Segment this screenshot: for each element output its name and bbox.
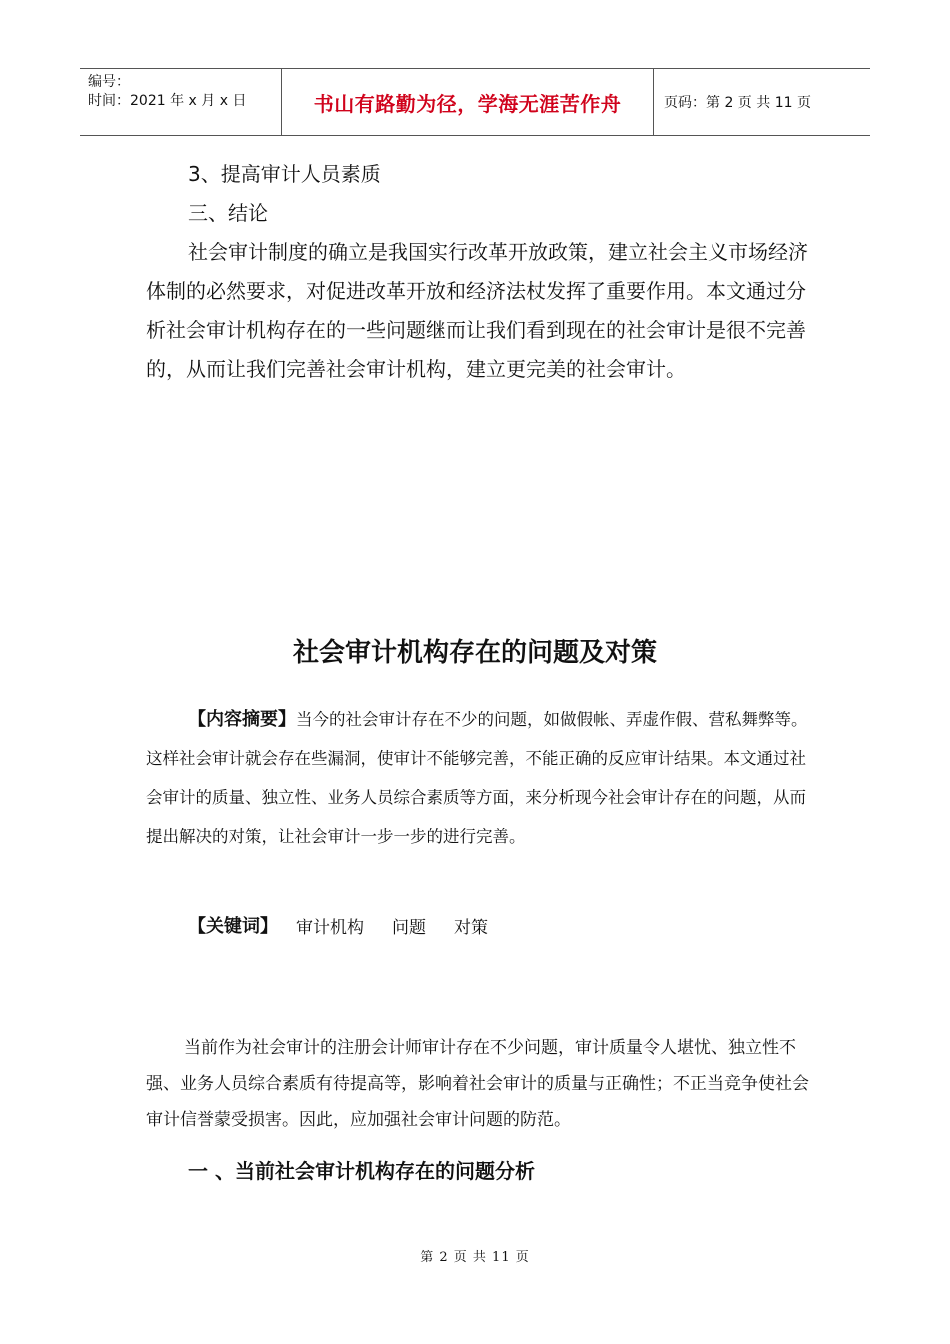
intro-section	[146, 1030, 810, 1138]
header-motto-cell	[282, 69, 654, 135]
section-3-heading: 三、结论	[188, 201, 268, 225]
header-motto: 书山有路勤为径，学海无涯苦作舟	[313, 91, 622, 116]
keyword-item: 问题	[392, 917, 426, 938]
item-3: 3、提高审计人员素质	[188, 162, 381, 186]
abstract-text: 当今的社会审计存在不少的问题，如做假帐、弄虚作假、营私舞弊等。这样社会审计就会存在些漏洞，使审计不能够完善，不能正确的反应审计结果。本文通过社会审计的质量、独立性、业务人员综合素质等方面，来分析现今社会审计存在的问题，从而提出解决的对策，让社会审计一步一步的进行完善。	[146, 710, 808, 846]
top-section	[146, 155, 810, 389]
keywords-label: 【关键词】	[188, 916, 278, 937]
intro-paragraph: 当前作为社会审计的注册会计师审计存在不少问题，审计质量令人堪忧、独立性不强、业务人员综合素质有待提高等，影响着社会审计的质量与正确性；不正当竞争使社会审计信誉蒙受损害。因此，应加强社会审计问题的防范。	[146, 1038, 809, 1130]
conclusion-paragraph: 社会审计制度的确立是我国实行改革开放政策，建立社会主义市场经济体制的必然要求，对促进改革开放和经济法杖发挥了重要作用。本文通过分析社会审计机构存在的一些问题继而让我们看到现在的社会审计是很不完善的，从而让我们完善社会审计机构，建立更完美的社会审计。	[146, 240, 808, 381]
abstract-label: 【内容摘要】	[188, 709, 296, 730]
page-footer: 第 2 页 共 11 页	[420, 1250, 530, 1265]
article-title: 社会审计机构存在的问题及对策	[292, 638, 657, 668]
document-header	[80, 68, 870, 136]
keywords	[188, 912, 488, 938]
abstract	[146, 700, 810, 856]
time-label: 时间：2021 年 x 月 x 日	[88, 93, 247, 109]
header-page-info: 页码：第 2 页 共 11 页	[664, 95, 811, 111]
keyword-item: 对策	[454, 917, 488, 938]
code-label: 编号：	[88, 74, 130, 90]
section-1-heading: 一 、当前社会审计机构存在的问题分析	[188, 1159, 535, 1183]
header-meta	[80, 69, 282, 135]
header-page-cell	[654, 69, 870, 135]
keyword-item: 审计机构	[296, 917, 364, 938]
